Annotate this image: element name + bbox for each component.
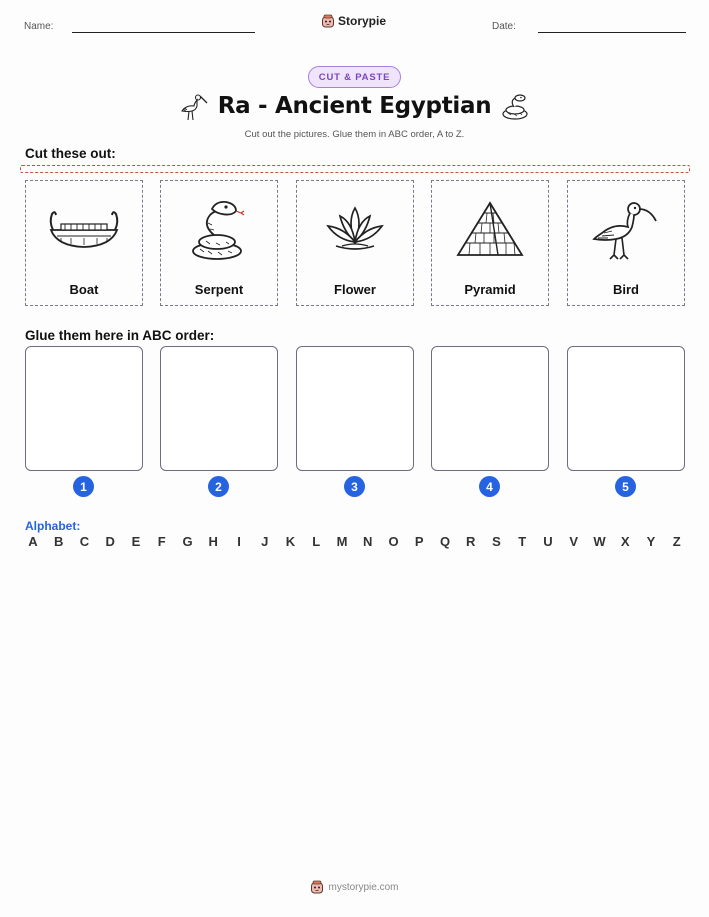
- cut-dashed-line: [20, 165, 690, 173]
- alphabet-letter: O: [388, 534, 399, 549]
- worksheet-title: Ra - Ancient Egyptian: [217, 93, 492, 119]
- alphabet-letter: K: [285, 534, 296, 549]
- alphabet-letter: I: [237, 534, 241, 549]
- footer-url[interactable]: mystorypie.com: [328, 881, 399, 893]
- worksheet-header: [0, 0, 709, 50]
- alphabet-letter: B: [54, 534, 64, 549]
- cut-and-paste-badge: CUT & PASTE: [308, 66, 401, 88]
- cut-card-flower[interactable]: [296, 180, 414, 306]
- cut-card-label: Flower: [334, 282, 376, 297]
- alphabet-letter: Y: [646, 534, 656, 549]
- position-number-3: 3: [344, 476, 365, 497]
- alphabet-letter: T: [518, 534, 527, 549]
- glue-box-5[interactable]: [567, 346, 685, 471]
- alphabet-letter: J: [261, 534, 269, 549]
- alphabet-letter: Z: [672, 534, 681, 549]
- date-label: Date:: [492, 21, 516, 32]
- alphabet-letter: H: [208, 534, 218, 549]
- alphabet-letter: M: [336, 534, 348, 549]
- footer: [0, 880, 709, 894]
- serpent-decoration-icon: [500, 92, 532, 127]
- glue-box-2[interactable]: [160, 346, 278, 471]
- alphabet-letter: N: [363, 534, 373, 549]
- storypie-logo-icon: [321, 14, 335, 28]
- brand-name: Storypie: [338, 14, 387, 28]
- serpent-icon: [161, 189, 277, 271]
- alphabet-letter: E: [131, 534, 141, 549]
- cut-card-bird[interactable]: [567, 180, 685, 306]
- instructions: Cut out the pictures. Glue them in ABC order, A to Z.: [244, 129, 465, 140]
- cut-card-boat[interactable]: [25, 180, 143, 306]
- cut-section-heading: Cut these out:: [25, 146, 116, 161]
- cut-card-pyramid[interactable]: [431, 180, 549, 306]
- alphabet-label: Alphabet:: [25, 519, 81, 533]
- cut-card-label: Bird: [613, 282, 639, 297]
- alphabet-letter: S: [492, 534, 501, 549]
- position-number-4: 4: [479, 476, 500, 497]
- glue-section-heading: Glue them here in ABC order:: [25, 328, 215, 343]
- cut-card-serpent[interactable]: [160, 180, 278, 306]
- alphabet-letter: V: [569, 534, 579, 549]
- brand: [321, 14, 386, 28]
- cut-card-label: Serpent: [194, 282, 244, 297]
- cut-card-label: Boat: [69, 282, 99, 297]
- lotus-flower-icon: [297, 189, 413, 271]
- position-number-2: 2: [208, 476, 229, 497]
- name-line: [72, 32, 255, 33]
- position-number-1: 1: [73, 476, 94, 497]
- glue-box-1[interactable]: [25, 346, 143, 471]
- alphabet-letter: W: [593, 534, 606, 549]
- alphabet-letter: Q: [439, 534, 451, 549]
- name-label: Name:: [24, 21, 54, 32]
- glue-box-3[interactable]: [296, 346, 414, 471]
- alphabet-letter: U: [543, 534, 553, 549]
- date-line: [538, 32, 686, 33]
- ibis-bird-icon: [568, 189, 684, 271]
- alphabet-letter: F: [157, 534, 166, 549]
- alphabet-row: [25, 534, 685, 549]
- position-number-5: 5: [615, 476, 636, 497]
- alphabet-letter: G: [182, 534, 193, 549]
- cut-card-label: Pyramid: [464, 282, 516, 297]
- alphabet-letter: X: [620, 534, 630, 549]
- glue-box-4[interactable]: [431, 346, 549, 471]
- pyramid-icon: [432, 189, 548, 271]
- alphabet-letter: R: [466, 534, 476, 549]
- alphabet-letter: P: [414, 534, 424, 549]
- boat-icon: [26, 189, 142, 271]
- alphabet-letter: D: [105, 534, 115, 549]
- alphabet-letter: L: [312, 534, 321, 549]
- storypie-logo-icon: [310, 880, 324, 894]
- alphabet-letter: C: [79, 534, 90, 549]
- alphabet-letter: A: [28, 534, 38, 549]
